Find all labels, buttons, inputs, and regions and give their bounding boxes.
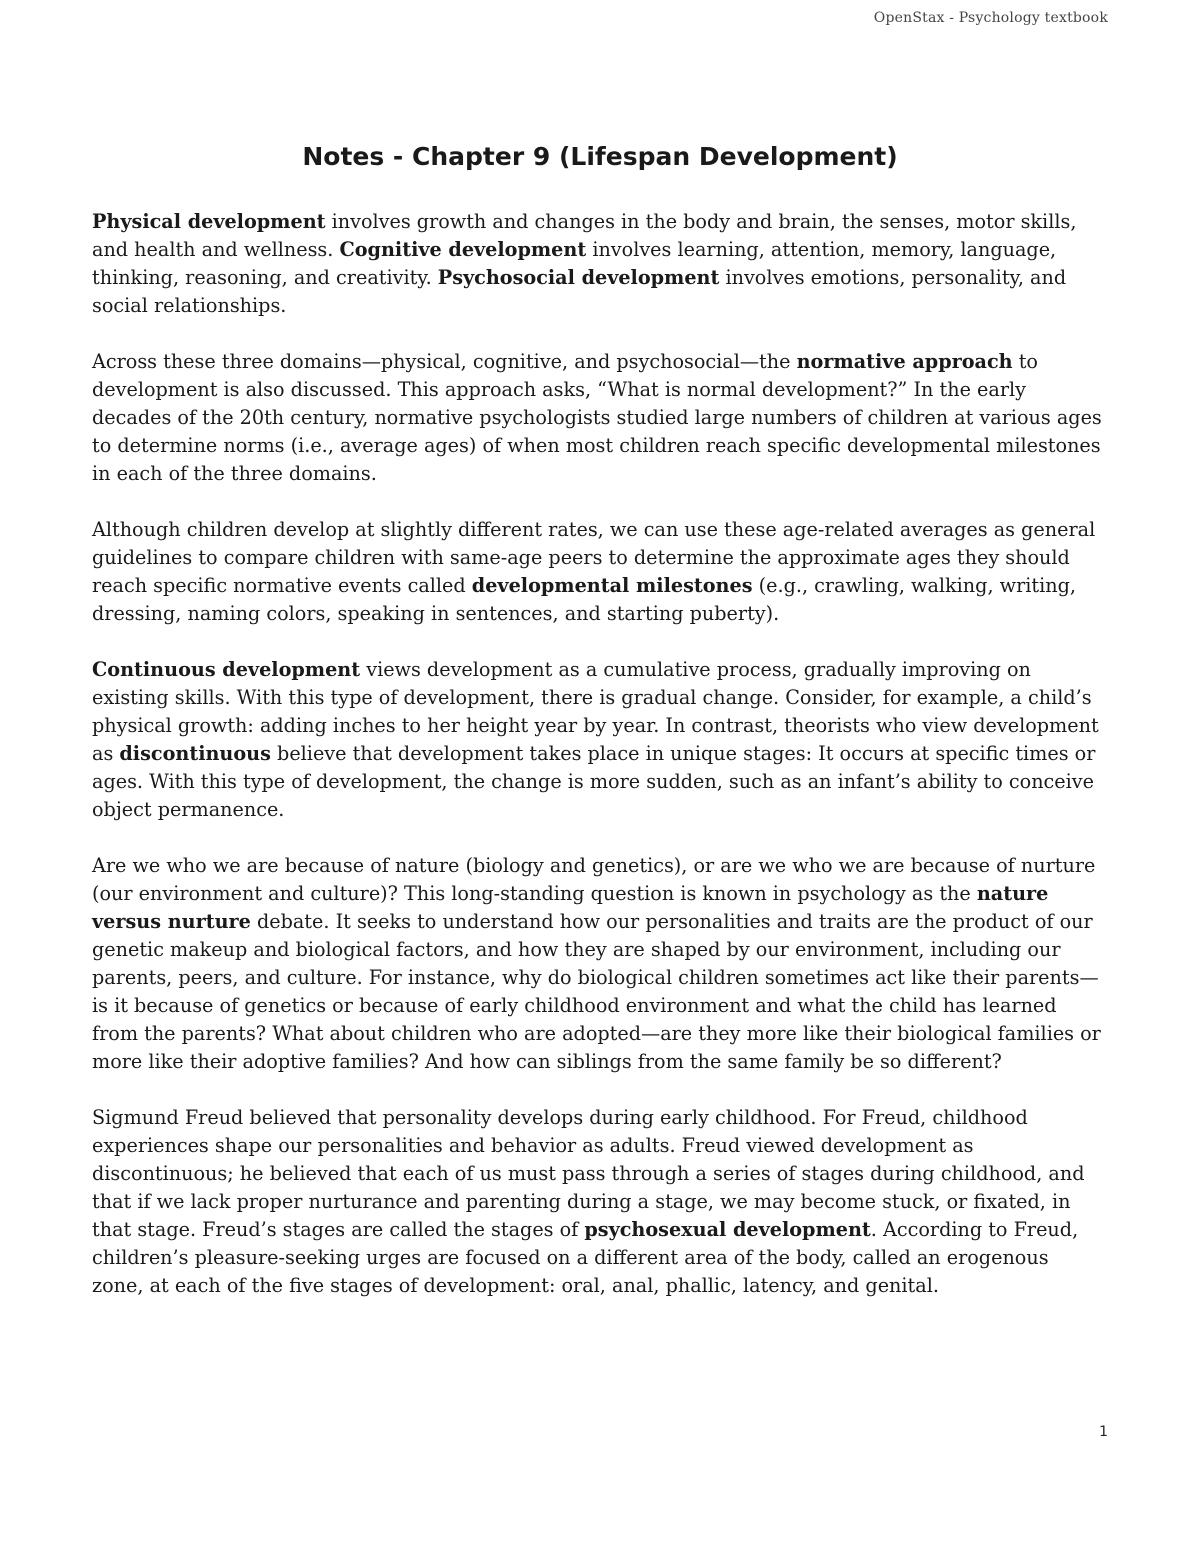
- paragraph-text: debate. It seeks to understand how our personalities and traits are the product of our genetic makeup and biological factors, and how they are shaped by our environment, including our parents, peers, and culture. For instance, why do biological children sometimes act like their parents—is it because of genetics or because of early childhood environment and what the child has learned from the parents? What about children who are adopted—are they more like their biological families or more like their adoptive families? And how can siblings from the same family be so different?: [92, 910, 1101, 1073]
- paragraph-text: involves learning, attention, memory, language, thinking, reasoning, and creativity.: [92, 238, 1057, 289]
- term-continuous-development: Continuous development: [92, 658, 361, 681]
- paragraph-normative-approach: [92, 348, 1106, 488]
- page-number: 1: [1099, 1424, 1108, 1440]
- term-developmental-milestones: developmental milestones: [471, 574, 753, 597]
- paragraph-freud: [92, 1104, 1106, 1300]
- paragraph-text: Are we who we are because of nature (biology and genetics), or are we who we are because of nurture (our environment and culture)? This long-standing question is known in psychology as the: [92, 854, 1096, 905]
- term-nature-versus-nurture: nature versus nurture: [92, 882, 1049, 933]
- paragraph-nature-nurture: [92, 852, 1106, 1076]
- page-title: Notes - Chapter 9 (Lifespan Development): [302, 142, 898, 171]
- paragraph-text: believe that development takes place in unique stages: It occurs at specific times or ages. With this type of development, the change is more sudden, such as an infant’s ability to conceive object permanence.: [92, 742, 1096, 821]
- paragraph-domains: [92, 208, 1106, 320]
- paragraph-text: . According to Freud, children’s pleasure-seeking urges are focused on a different area of the body, called an erogenous zone, at each of the five stages of development: oral, anal, phallic, latency, and genital.: [92, 1218, 1079, 1297]
- term-cognitive-development: Cognitive development: [339, 238, 587, 261]
- paragraph-text: involves emotions, personality, and social relationships.: [92, 266, 1067, 317]
- paragraph-text: Sigmund Freud believed that personality develops during early childhood. For Freud, childhood experiences shape our personalities and behavior as adults. Freud viewed development as discontinuous; he believed that each of us must pass through a series of stages during childhood, and that if we lack proper nurturance and parenting during a stage, we may become stuck, or fixated, in that stage. Freud’s stages are called the stages of: [92, 1106, 1085, 1241]
- term-normative-approach: normative approach: [796, 350, 1013, 373]
- term-psychosexual-development: psychosexual development: [584, 1218, 871, 1241]
- term-psychosocial-development: Psychosocial development: [437, 266, 720, 289]
- paragraph-text: Although children develop at slightly different rates, we can use these age-related averages as general guidelines to compare children with same-age peers to determine the approximate ages they should reach specific normative events called: [92, 518, 1096, 597]
- paragraph-text: views development as a cumulative process, gradually improving on existing skills. With this type of development, there is gradual change. Consider, for example, a child’s physical growth: adding inches to her height year by year. In contrast, theorists who view development as: [92, 658, 1099, 765]
- body-text: [92, 208, 1106, 1328]
- paragraph-text: involves growth and changes in the body and brain, the senses, motor skills, and health and wellness.: [92, 210, 1077, 261]
- term-physical-development: Physical development: [92, 210, 326, 233]
- paragraph-continuous: [92, 656, 1106, 824]
- paragraph-text: (e.g., crawling, walking, writing, dressing, naming colors, speaking in sentences, and starting puberty).: [92, 574, 1076, 625]
- term-discontinuous: discontinuous: [119, 742, 271, 765]
- paragraph-text: to development is also discussed. This approach asks, “What is normal development?” In the early decades of the 20th century, normative psychologists studied large numbers of children at various ages to determine norms (i.e., average ages) of when most children reach specific developmental milestones in each of the three domains.: [92, 350, 1102, 485]
- paragraph-milestones: [92, 516, 1106, 628]
- running-header: OpenStax - Psychology textbook: [873, 10, 1108, 26]
- paragraph-text: Across these three domains—physical, cognitive, and psychosocial—the: [92, 350, 797, 373]
